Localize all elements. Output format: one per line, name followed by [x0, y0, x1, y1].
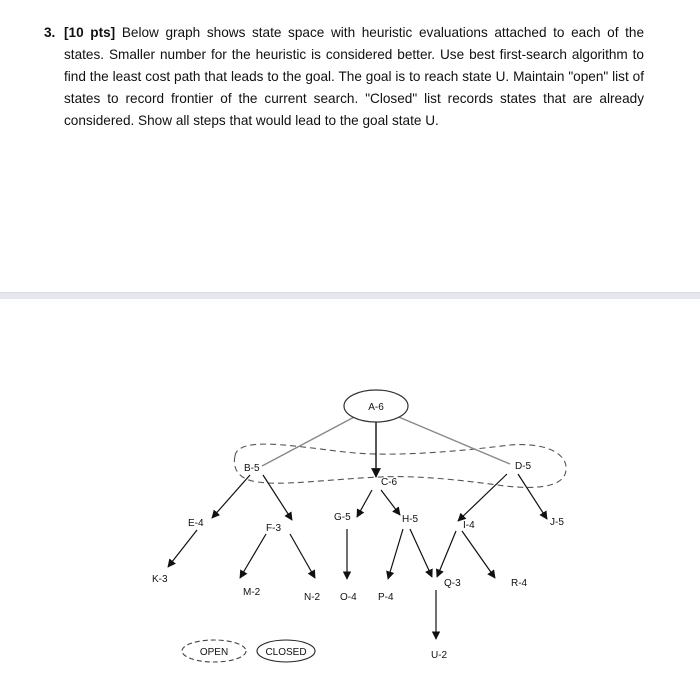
- edge-c-g: [357, 490, 372, 517]
- node-k: K-3: [152, 574, 168, 585]
- edge-a-d: [394, 415, 510, 464]
- node-m: M-2: [243, 587, 261, 598]
- node-o: O-4: [340, 592, 357, 603]
- node-h: H-5: [402, 514, 419, 525]
- node-c: C-6: [381, 477, 398, 488]
- edge-a-b: [262, 415, 358, 466]
- edge-b-e: [212, 475, 250, 518]
- question-text: Below graph shows state space with heuristic evaluations attached to each of the states. Smaller number for the heuristic is considered better. Use best first-search algorithm to find the least cost path that leads to the goal. The goal is to reach state U. Maintain "open" list of states to record frontier of the current search. "Closed" list records states that are already considered. Show all steps that would lead to the goal state U.: [64, 25, 645, 128]
- node-a: A-6: [368, 402, 384, 413]
- state-space-graph: [0, 300, 700, 694]
- node-j: J-5: [550, 517, 564, 528]
- node-g: G-5: [334, 512, 351, 523]
- edge-d-j: [518, 474, 547, 519]
- node-d: D-5: [515, 461, 532, 472]
- node-i: I-4: [463, 520, 475, 531]
- node-f: F-3: [266, 523, 281, 534]
- section-divider: [0, 292, 700, 299]
- edge-h-p: [388, 529, 403, 579]
- node-n: N-2: [304, 592, 321, 603]
- question-block: [44, 22, 644, 132]
- node-u: U-2: [431, 650, 448, 661]
- edge-d-i: [458, 474, 507, 521]
- edge-e-k: [168, 530, 197, 567]
- node-b: B-5: [244, 463, 260, 474]
- legend-closed-label: CLOSED: [265, 647, 307, 658]
- node-r: R-4: [511, 578, 528, 589]
- edge-f-m: [240, 534, 266, 578]
- question-points: [10 pts]: [64, 25, 116, 40]
- node-q: Q-3: [444, 578, 461, 589]
- question-number: 3.: [44, 25, 56, 40]
- edge-f-n: [290, 534, 315, 578]
- legend-open-label: OPEN: [199, 647, 229, 658]
- node-p: P-4: [378, 592, 394, 603]
- question-body: [64, 22, 644, 132]
- node-e: E-4: [188, 518, 204, 529]
- edge-c-h: [381, 490, 400, 515]
- edge-i-r: [462, 531, 495, 578]
- edge-b-f: [263, 475, 292, 520]
- edge-h-q: [410, 529, 432, 577]
- edge-i-q: [437, 531, 456, 577]
